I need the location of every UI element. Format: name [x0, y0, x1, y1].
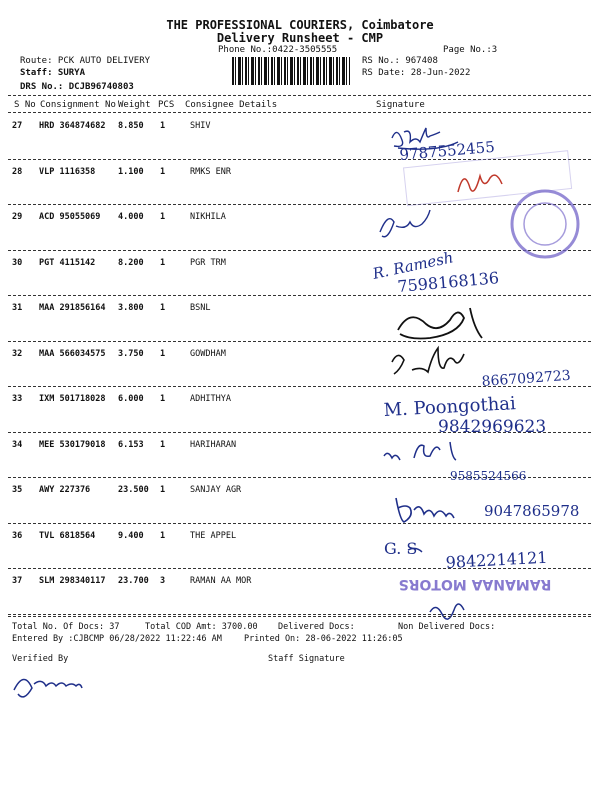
handwriting-27: 9787552455: [398, 137, 496, 164]
row-sno: 35: [12, 485, 23, 495]
row-consignment: SLM 298340117: [39, 576, 106, 586]
row-consignee: ADHITHYA: [190, 394, 231, 404]
non-delivered-docs: Non Delivered Docs:: [398, 622, 496, 632]
stamp-ramanaa-motors: RAMANAA MOTORS: [398, 576, 552, 592]
row-sno: 36: [12, 530, 23, 541]
row-consignment: MAA 566034575: [39, 348, 106, 359]
entered-by: Entered By :CJBCMP 06/28/2022 11:22:46 AM: [12, 634, 222, 644]
row-consignment: HRD 364874682: [39, 121, 106, 131]
row-weight: 3.750: [118, 348, 144, 359]
col-sno: S No: [14, 100, 36, 110]
row-consignee: SANJAY AGR: [190, 485, 242, 495]
row-consignment: MAA 291856164: [39, 303, 106, 313]
company-name: THE PROFESSIONAL COURIERS, Coimbatore: [166, 18, 434, 32]
row-sno: 29: [12, 212, 23, 222]
row-sno: 27: [12, 121, 23, 131]
col-consignee: Consignee Details: [185, 100, 278, 110]
document-title: Delivery Runsheet - CMP: [216, 31, 384, 45]
row-consignment: VLP 1116358: [39, 166, 96, 177]
row-pcs: 3: [160, 576, 166, 586]
row-pcs: 1: [160, 439, 166, 450]
row-sno: 31: [12, 303, 23, 313]
row-consignee: PGR TRM: [190, 257, 226, 268]
col-signature: Signature: [376, 100, 425, 110]
row-sno: 32: [12, 348, 23, 359]
row-pcs: 1: [160, 121, 166, 131]
verified-by: Verified By: [12, 654, 69, 664]
row-pcs: 1: [160, 530, 166, 541]
row-pcs: 1: [160, 303, 166, 313]
row-pcs: 1: [160, 166, 166, 177]
row-consignee: NIKHILA: [190, 212, 226, 222]
row-consignment: TVL 6818564: [39, 530, 96, 541]
handwriting-30-name: R. Ramesh: [371, 248, 455, 283]
row-weight: 8.850: [118, 121, 144, 131]
route: Route: PCK AUTO DELIVERY: [20, 56, 151, 66]
handwriting-33-phone: 9842969623: [438, 417, 547, 437]
row-pcs: 1: [160, 257, 166, 268]
row-consignee: RAMAN AA MOR: [190, 576, 252, 586]
row-weight: 8.200: [118, 257, 144, 268]
row-weight: 3.800: [118, 303, 144, 313]
stamp-round: [512, 191, 578, 257]
handwriting-36-phone: 9842214121: [445, 547, 548, 572]
signature-31: [398, 308, 482, 339]
phone-number: Phone No.:0422-3505555: [218, 45, 338, 55]
verified-signature: [14, 679, 82, 696]
staff-signature: Staff Signature: [268, 654, 345, 664]
row-consignee: THE APPEL: [190, 530, 237, 541]
handwriting-32-phone: 8667092723: [481, 367, 572, 390]
total-cod: Total COD Amt: 3700.00: [145, 622, 258, 632]
col-weight: Weight: [118, 100, 151, 110]
staff: Staff: SURYA: [20, 68, 86, 78]
row-sno: 37: [12, 576, 23, 586]
page-number: Page No.:3: [443, 45, 498, 55]
row-sno: 28: [12, 166, 23, 177]
row-consignment: ACD 95055069: [39, 212, 101, 222]
signature-35: [396, 498, 454, 522]
total-docs: Total No. Of Docs: 37: [12, 622, 120, 632]
rs-number: RS No.: 967408: [362, 56, 438, 66]
drs-number: DRS No.: DCJB96740803: [20, 82, 134, 92]
row-consignment: MEE 530179018: [39, 439, 106, 450]
row-weight: 23.700: [118, 576, 149, 586]
handwriting-35-phone: 9047865978: [484, 502, 580, 520]
signature-34: [384, 442, 456, 460]
row-sno: 33: [12, 394, 23, 404]
row-consignment: IXM 501718028: [39, 394, 106, 404]
row-consignee: HARIHARAN: [190, 439, 237, 450]
handwriting-33-name: M. Poongothai: [383, 393, 517, 421]
rs-date: RS Date: 28-Jun-2022: [362, 68, 471, 78]
row-weight: 23.500: [118, 485, 149, 495]
row-consignee: RMKS ENR: [190, 166, 231, 177]
row-consignee: SHIV: [190, 121, 211, 131]
signature-28: [458, 175, 502, 192]
row-pcs: 1: [160, 485, 166, 495]
row-sno: 30: [12, 257, 23, 268]
row-weight: 6.153: [118, 439, 144, 450]
row-consignment: PGT 4115142: [39, 257, 96, 268]
handwriting-36-initials: G. S: [384, 539, 418, 558]
row-pcs: 1: [160, 394, 166, 404]
divider: [8, 616, 591, 617]
col-consignment: Consignment No: [40, 100, 116, 110]
handwriting-34-phone: 9585524566: [450, 469, 527, 483]
row-weight: 6.000: [118, 394, 144, 404]
signature-29: [380, 210, 430, 237]
row-sno: 34: [12, 439, 23, 450]
row-consignee: BSNL: [190, 303, 211, 313]
printed-on: Printed On: 28-06-2022 11:26:05: [244, 634, 403, 644]
row-weight: 4.000: [118, 212, 144, 222]
col-pcs: PCS: [158, 100, 175, 110]
row-weight: 9.400: [118, 530, 144, 541]
delivered-docs: Delivered Docs:: [278, 622, 355, 632]
row-pcs: 1: [160, 348, 166, 359]
row-consignee: GOWDHAM: [190, 348, 226, 359]
row-weight: 1.100: [118, 166, 144, 177]
row-pcs: 1: [160, 212, 166, 222]
signature-32: [392, 348, 464, 374]
handwriting-30-phone: 7598168136: [396, 268, 500, 296]
row-consignment: AWY 227376: [39, 485, 91, 495]
